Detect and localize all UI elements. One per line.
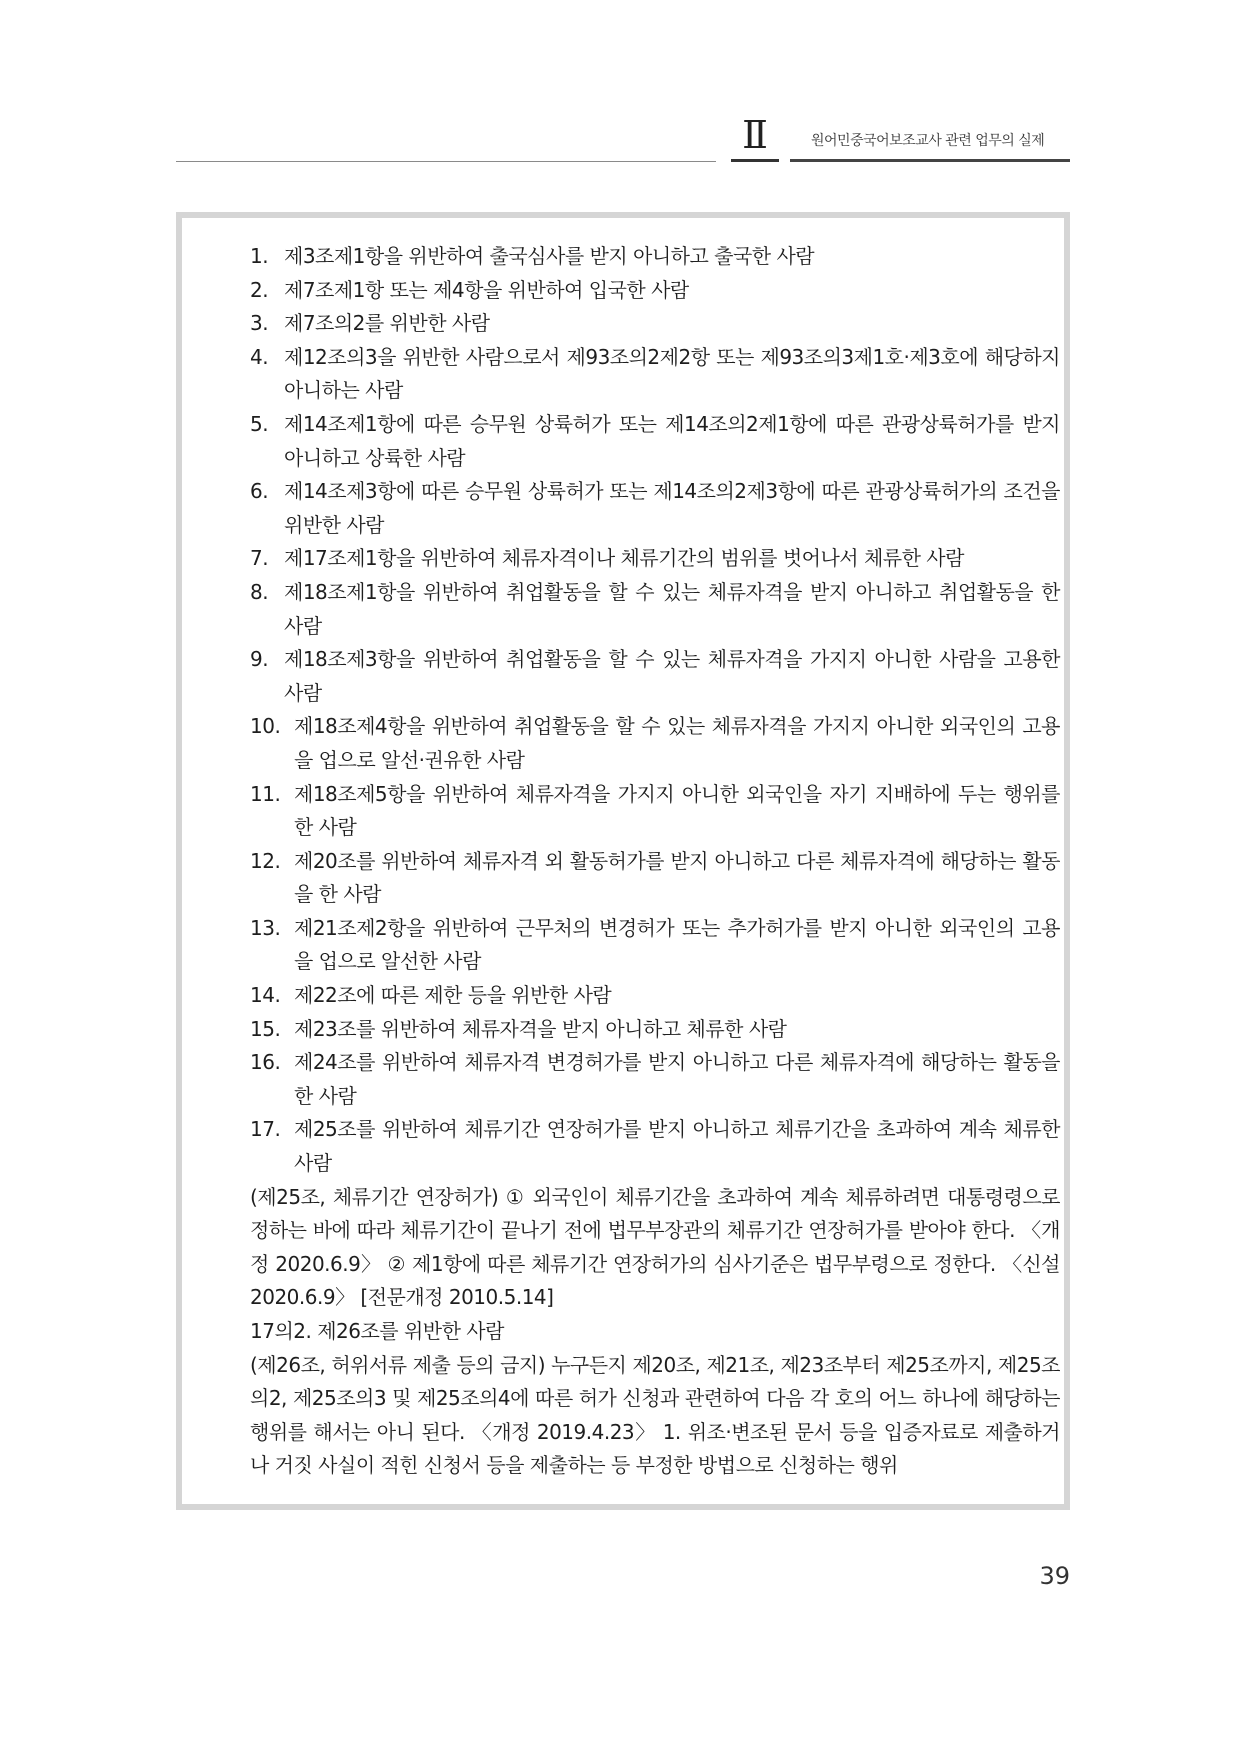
list-item — [250, 1046, 1060, 1113]
item-number: 1. — [250, 244, 269, 268]
item-number: 17. — [250, 1117, 281, 1142]
item-number: 13. — [250, 915, 281, 940]
list-item — [250, 475, 1060, 542]
item-number: 2. — [250, 277, 269, 302]
content-box — [176, 212, 1070, 1510]
list-item — [250, 1113, 1060, 1180]
list-item-17-2: 17의2. 제26조를 위반한 사람 — [250, 1319, 504, 1343]
article-26-note: (제26조, 허위서류 제출 등의 금지) 누구든지 제20조, 제21조, 제23조부터 제25조까지, 제25조의2, 제25조의3 및 제25조의4에 따른 허가 신청과 관련하여 다음 각 호의 어느 하나에 해당하는 행위를 해서는 아니 된다. 〈개정 2019.4.23〉 1. 위조·변조된 문서 등을 입증자료로 제출하거나 거짓 사실이 적힌 신청서 등을 제출하는 등 부정한 방법으로 신청하는 행위 — [250, 1352, 1060, 1478]
item-text: 제14조제3항에 따른 승무원 상륙허가 또는 제14조의2제3항에 따른 관광상륙허가의 조건을 위반한 사람 — [284, 479, 1060, 537]
item-number: 8. — [250, 579, 269, 604]
chapter-underline — [731, 159, 779, 162]
list-item — [250, 274, 1060, 308]
header-rule-right — [790, 159, 1070, 162]
list-item — [250, 576, 1060, 643]
list-item — [250, 240, 1060, 274]
item-number: 3. — [250, 311, 269, 336]
item-text: 제14조제1항에 따른 승무원 상륙허가 또는 제14조의2제1항에 따른 관광상륙허가를 받지 아니하고 상륙한 사람 — [284, 411, 1060, 470]
item-number: 14. — [250, 983, 281, 1008]
list-item — [250, 778, 1060, 845]
chapter-numeral: Ⅱ — [742, 113, 768, 157]
item-number: 9. — [250, 647, 269, 672]
item-number: 10. — [250, 714, 281, 739]
item-number: 5. — [250, 411, 269, 436]
page-number: 39 — [1039, 1562, 1070, 1590]
item-text: 제7조제1항 또는 제4항을 위반하여 입국한 사람 — [284, 277, 689, 302]
list-item — [250, 979, 1060, 1013]
item-text: 제3조제1항을 위반하여 출국심사를 받지 아니하고 출국한 사람 — [284, 244, 815, 268]
running-header-title: 원어민중국어보조교사 관련 업무의 실제 — [811, 133, 1045, 149]
item-text: 제12조의3을 위반한 사람으로서 제93조의2제2항 또는 제93조의3제1호·제3호에 해당하지 아니하는 사람 — [284, 344, 1060, 403]
content-body — [250, 240, 1060, 1483]
item-text: 제24조를 위반하여 체류자격 변경허가를 받지 아니하고 다른 체류자격에 해당하는 활동을 한 사람 — [294, 1050, 1060, 1108]
item-number: 6. — [250, 479, 269, 504]
list-item — [250, 408, 1060, 475]
item-text: 제18조제5항을 위반하여 체류자격을 가지지 아니한 외국인을 자기 지배하에 두는 행위를 한 사람 — [294, 781, 1060, 840]
item-text: 제25조를 위반하여 체류기간 연장허가를 받지 아니하고 체류기간을 초과하여 계속 체류한 사람 — [294, 1117, 1060, 1176]
item-number: 11. — [250, 781, 281, 806]
item-text: 제18조제4항을 위반하여 취업활동을 할 수 있는 체류자격을 가지지 아니한 외국인의 고용을 업으로 알선·권유한 사람 — [294, 714, 1060, 772]
article-25-note: (제25조, 체류기간 연장허가) ① 외국인이 체류기간을 초과하여 계속 체류하려면 대통령령으로 정하는 바에 따라 체류기간이 끝나기 전에 법무부장관의 체류기간 연장허가를 받아야 한다. 〈개정 2020.6.9〉 ② 제1항에 따른 체류기간 연장허가의 심사기준은 법무부령으로 정한다. 〈신설 2020.6.9〉 [전문개정 2010.5.14] — [250, 1184, 1060, 1310]
list-item — [250, 912, 1060, 979]
item-number: 15. — [250, 1016, 281, 1041]
item-number: 12. — [250, 848, 281, 873]
list-item — [250, 845, 1060, 912]
item-number: 16. — [250, 1050, 281, 1075]
item-text: 제18조제1항을 위반하여 취업활동을 할 수 있는 체류자격을 받지 아니하고 취업활동을 한 사람 — [284, 579, 1060, 638]
list-item — [250, 542, 1060, 576]
item-text: 제22조에 따른 제한 등을 위반한 사람 — [294, 983, 612, 1008]
item-text: 제18조제3항을 위반하여 취업활동을 할 수 있는 체류자격을 가지지 아니한 사람을 고용한 사람 — [284, 647, 1060, 705]
list-item — [250, 643, 1060, 710]
item-number: 7. — [250, 546, 269, 571]
item-text: 제20조를 위반하여 체류자격 외 활동허가를 받지 아니하고 다른 체류자격에 해당하는 활동을 한 사람 — [294, 848, 1060, 907]
list-item — [250, 710, 1060, 777]
list-item — [250, 341, 1060, 408]
item-text: 제7조의2를 위반한 사람 — [284, 311, 490, 336]
item-number: 4. — [250, 344, 269, 369]
list-item — [250, 307, 1060, 341]
item-text: 제21조제2항을 위반하여 근무처의 변경허가 또는 추가허가를 받지 아니한 외국인의 고용을 업으로 알선한 사람 — [294, 915, 1060, 974]
list-item — [250, 1013, 1060, 1047]
header-rule-left — [176, 161, 716, 162]
item-text: 제17조제1항을 위반하여 체류자격이나 체류기간의 범위를 벗어나서 체류한 사람 — [284, 546, 964, 571]
item-text: 제23조를 위반하여 체류자격을 받지 아니하고 체류한 사람 — [294, 1016, 787, 1041]
